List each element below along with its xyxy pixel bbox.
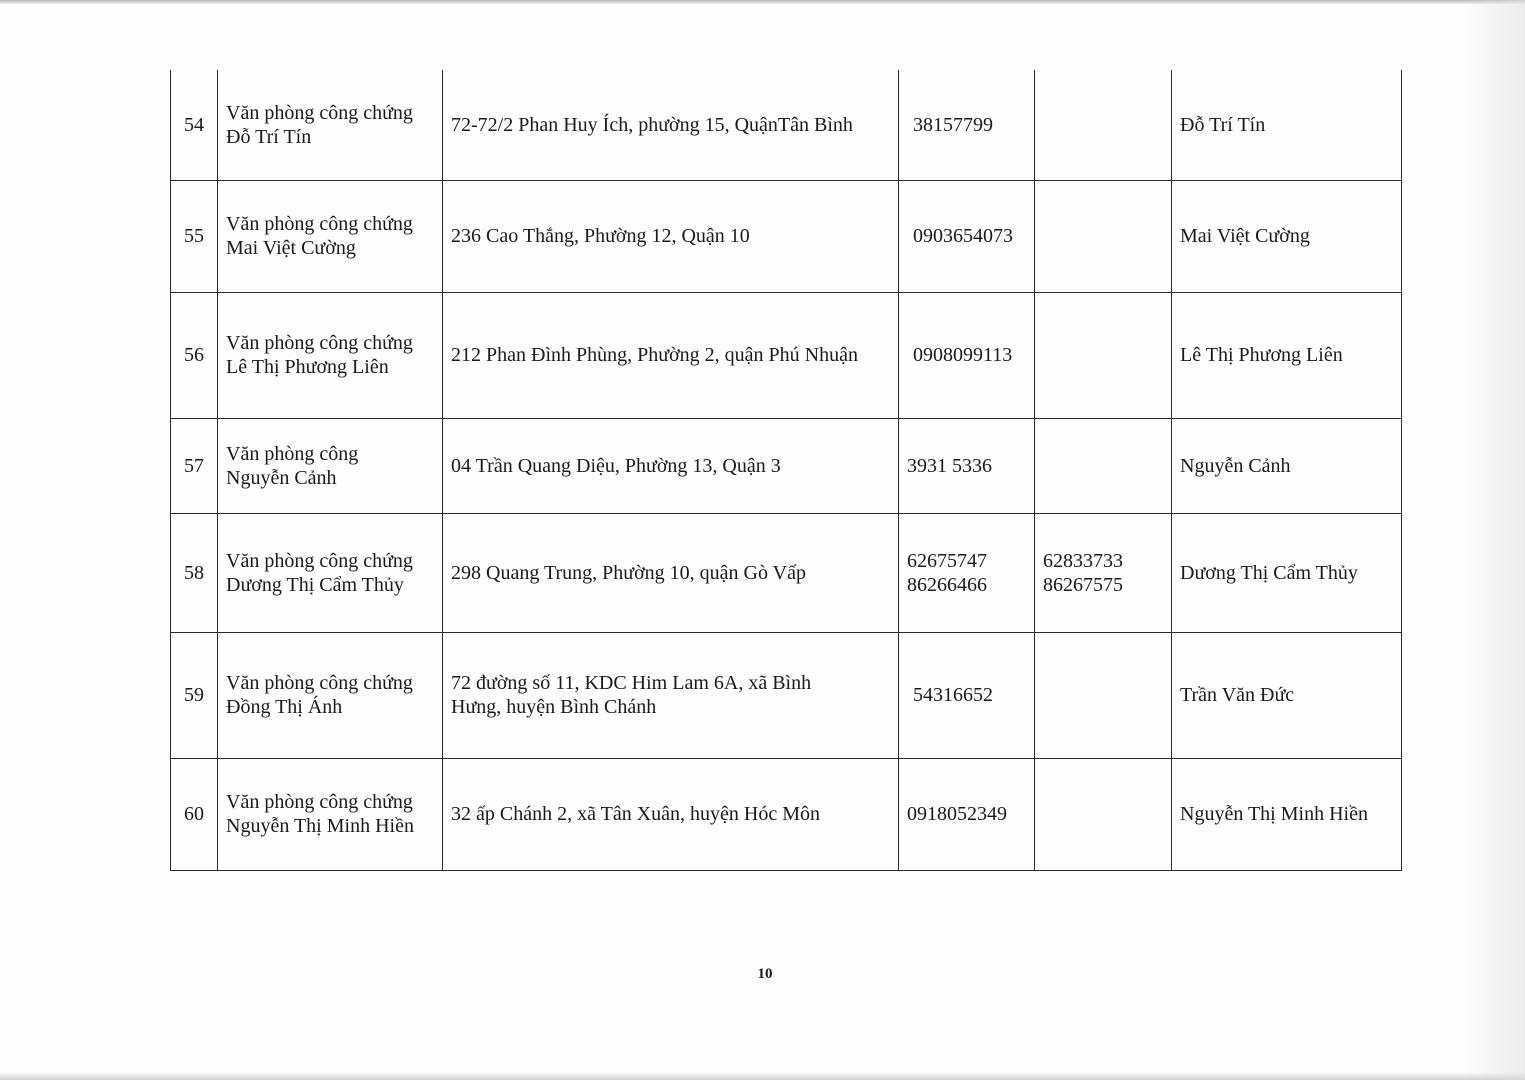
fax-cell bbox=[1035, 180, 1172, 292]
address-line: 72 đường số 11, KDC Him Lam 6A, xã Bình bbox=[451, 672, 812, 694]
scan-edge-top bbox=[0, 0, 1525, 4]
office-name-cell bbox=[218, 513, 443, 632]
table-row bbox=[171, 70, 1402, 180]
fax-cell bbox=[1035, 418, 1172, 513]
row-number-cell: 54 bbox=[171, 70, 218, 180]
address-cell bbox=[443, 418, 899, 513]
fax-line: 62833733 bbox=[1043, 549, 1123, 572]
address-cell bbox=[443, 632, 899, 758]
row-number-cell: 57 bbox=[171, 418, 218, 513]
address-line: Hưng, huyện Bình Chánh bbox=[451, 696, 657, 718]
fax-cell bbox=[1035, 70, 1172, 180]
table-row bbox=[171, 418, 1402, 513]
page-number: 10 bbox=[757, 966, 773, 982]
table-row bbox=[171, 513, 1402, 632]
office-name-cell bbox=[218, 180, 443, 292]
scan-edge-bottom bbox=[0, 1072, 1525, 1080]
address-line: 04 Trần Quang Diệu, Phường 13, Quận 3 bbox=[451, 454, 781, 477]
head-cell: Nguyễn Cảnh bbox=[1172, 418, 1402, 513]
office-name-line: Văn phòng công chứng bbox=[226, 549, 413, 572]
table-row bbox=[171, 180, 1402, 292]
phone-line: 62675747 bbox=[907, 549, 987, 572]
phone-line: 0903654073 bbox=[913, 225, 1013, 247]
phone-cell bbox=[899, 632, 1035, 758]
row-number-cell: 59 bbox=[171, 632, 218, 758]
fax-cell bbox=[1035, 632, 1172, 758]
office-name-line: Đồng Thị Ánh bbox=[226, 696, 343, 718]
row-number-cell: 56 bbox=[171, 292, 218, 418]
phone-cell bbox=[899, 70, 1035, 180]
address-line: 72-72/2 Phan Huy Ích, phường 15, QuậnTân Bình bbox=[451, 113, 853, 136]
address-cell bbox=[443, 758, 899, 870]
office-name-line: Văn phòng công chứng bbox=[226, 213, 413, 235]
office-name-line: Dương Thị Cẩm Thủy bbox=[226, 573, 404, 596]
row-number-cell: 60 bbox=[171, 758, 218, 870]
fax-line: 86267575 bbox=[1043, 573, 1123, 596]
address-cell bbox=[443, 70, 899, 180]
office-name-cell bbox=[218, 418, 443, 513]
fax-cell bbox=[1035, 513, 1172, 632]
office-name-cell bbox=[218, 292, 443, 418]
table-row bbox=[171, 632, 1402, 758]
office-name-line: Văn phòng công chứng bbox=[226, 791, 413, 813]
office-name-line: Nguyễn Thị Minh Hiền bbox=[226, 815, 414, 837]
office-name-line: Văn phòng công chứng bbox=[226, 101, 413, 124]
address-line: 32 ấp Chánh 2, xã Tân Xuân, huyện Hóc Môn bbox=[451, 803, 821, 825]
head-cell: Nguyễn Thị Minh Hiền bbox=[1172, 758, 1402, 870]
office-name-line: Lê Thị Phương Liên bbox=[226, 356, 389, 378]
phone-cell bbox=[899, 418, 1035, 513]
address-cell bbox=[443, 180, 899, 292]
address-line: 212 Phan Đình Phùng, Phường 2, quận Phú Nhuận bbox=[451, 344, 858, 366]
phone-line: 0908099113 bbox=[913, 344, 1013, 366]
office-name-line: Mai Việt Cường bbox=[226, 237, 356, 259]
phone-line: 38157799 bbox=[913, 113, 993, 136]
office-name-line: Văn phòng công bbox=[226, 442, 359, 465]
phone-cell bbox=[899, 758, 1035, 870]
office-name-line: Nguyễn Cảnh bbox=[226, 466, 337, 489]
office-name-cell bbox=[218, 758, 443, 870]
office-name-cell bbox=[218, 70, 443, 180]
phone-cell bbox=[899, 180, 1035, 292]
phone-cell bbox=[899, 292, 1035, 418]
phone-line: 54316652 bbox=[913, 684, 993, 706]
office-name-line: Văn phòng công chứng bbox=[226, 672, 413, 694]
table-row bbox=[171, 292, 1402, 418]
address-cell bbox=[443, 513, 899, 632]
head-cell: Lê Thị Phương Liên bbox=[1172, 292, 1402, 418]
fax-cell bbox=[1035, 292, 1172, 418]
head-cell: Dương Thị Cẩm Thủy bbox=[1172, 513, 1402, 632]
head-cell: Đỗ Trí Tín bbox=[1172, 70, 1402, 180]
phone-line: 3931 5336 bbox=[907, 454, 992, 477]
row-number-cell: 55 bbox=[171, 180, 218, 292]
phone-line: 86266466 bbox=[907, 573, 987, 596]
address-line: 236 Cao Thắng, Phường 12, Quận 10 bbox=[451, 225, 750, 247]
head-cell: Mai Việt Cường bbox=[1172, 180, 1402, 292]
table-row bbox=[171, 758, 1402, 870]
scan-edge-right bbox=[1465, 0, 1525, 1080]
office-name-line: Đỗ Trí Tín bbox=[226, 125, 312, 148]
notary-offices-table bbox=[170, 70, 1402, 871]
fax-cell bbox=[1035, 758, 1172, 870]
phone-cell bbox=[899, 513, 1035, 632]
phone-line: 0918052349 bbox=[907, 803, 1007, 825]
office-name-cell bbox=[218, 632, 443, 758]
row-number-cell: 58 bbox=[171, 513, 218, 632]
address-cell bbox=[443, 292, 899, 418]
address-line: 298 Quang Trung, Phường 10, quận Gò Vấp bbox=[451, 561, 806, 584]
office-name-line: Văn phòng công chứng bbox=[226, 332, 413, 354]
head-cell: Trần Văn Đức bbox=[1172, 632, 1402, 758]
